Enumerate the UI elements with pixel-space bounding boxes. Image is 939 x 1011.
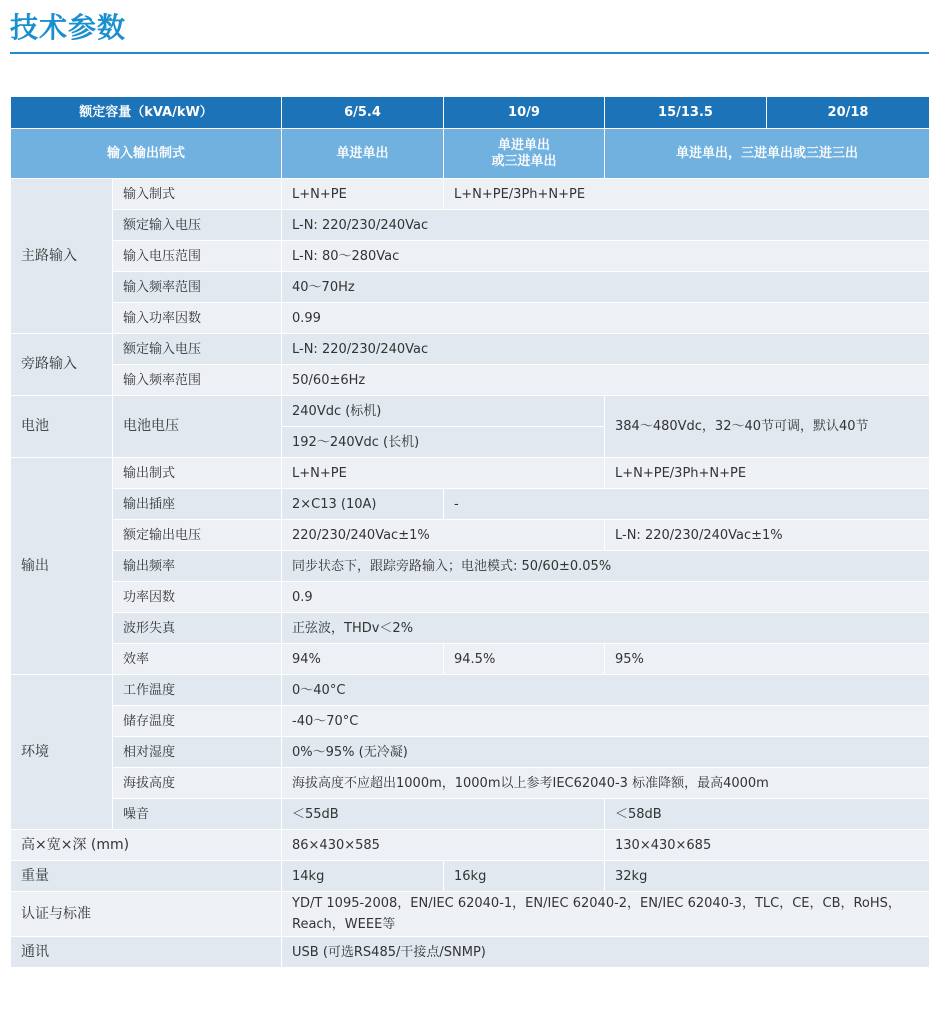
header-row-io — [11, 129, 930, 179]
row-value: L-N: 80～280Vac — [282, 241, 930, 272]
row-value: L-N: 220/230/240Vac — [282, 210, 930, 241]
table-row — [11, 737, 930, 768]
table-row — [11, 458, 930, 489]
row-label: 额定输出电压 — [113, 520, 282, 551]
table-row — [11, 768, 930, 799]
row-value: 32kg — [605, 861, 930, 892]
row-value: 220/230/240Vac±1% — [282, 520, 605, 551]
table-row — [11, 179, 930, 210]
row-value: 192～240Vdc (长机) — [282, 427, 605, 458]
row-value: L-N: 220/230/240Vac±1% — [605, 520, 930, 551]
row-value: L+N+PE — [282, 179, 444, 210]
group-label: 电池 — [11, 396, 113, 458]
model-header: 20/18 — [767, 97, 930, 129]
table-row — [11, 365, 930, 396]
row-label: 波形失真 — [113, 613, 282, 644]
row-value: YD/T 1095-2008，EN/IEC 62040-1，EN/IEC 62040-2，EN/IEC 62040-3，TLC，CE，CB，RoHS，Reach，WEEE等 — [282, 892, 930, 937]
row-label: 储存温度 — [113, 706, 282, 737]
row-label: 工作温度 — [113, 675, 282, 706]
row-value: 0%～95% (无冷凝) — [282, 737, 930, 768]
row-value: 95% — [605, 644, 930, 675]
row-label: 通讯 — [11, 937, 282, 968]
row-label: 输入功率因数 — [113, 303, 282, 334]
row-value: L+N+PE — [282, 458, 605, 489]
row-value: 正弦波，THDv＜2% — [282, 613, 930, 644]
row-value: 16kg — [444, 861, 605, 892]
row-label: 输出频率 — [113, 551, 282, 582]
row-value: 0.9 — [282, 582, 930, 613]
row-value: ＜55dB — [282, 799, 605, 830]
table-row — [11, 396, 930, 427]
row-label: 相对湿度 — [113, 737, 282, 768]
table-row — [11, 861, 930, 892]
row-label: 认证与标准 — [11, 892, 282, 937]
table-row — [11, 644, 930, 675]
table-row — [11, 489, 930, 520]
row-value: ＜58dB — [605, 799, 930, 830]
table-row — [11, 334, 930, 365]
row-label: 额定输入电压 — [113, 210, 282, 241]
row-value: 0.99 — [282, 303, 930, 334]
table-row — [11, 551, 930, 582]
table-row — [11, 303, 930, 334]
model-header: 6/5.4 — [282, 97, 444, 129]
page-title: 技术参数 — [10, 11, 127, 44]
table-row — [11, 241, 930, 272]
row-label: 效率 — [113, 644, 282, 675]
row-value: 50/60±6Hz — [282, 365, 930, 396]
io-value: 单进单出 或三进单出 — [444, 129, 605, 179]
table-row — [11, 892, 930, 937]
table-row — [11, 210, 930, 241]
group-label: 输出 — [11, 458, 113, 675]
row-label: 输入频率范围 — [113, 272, 282, 303]
row-value: L+N+PE/3Ph+N+PE — [444, 179, 930, 210]
model-header: 10/9 — [444, 97, 605, 129]
row-value: 94.5% — [444, 644, 605, 675]
row-value: 240Vdc (标机) — [282, 396, 605, 427]
row-label: 噪音 — [113, 799, 282, 830]
row-label: 输出制式 — [113, 458, 282, 489]
header-row-capacity — [11, 97, 930, 129]
row-value: 同步状态下，跟踪旁路输入；电池模式: 50/60±0.05% — [282, 551, 930, 582]
io-value: 单进单出，三进单出或三进三出 — [605, 129, 930, 179]
row-value: USB (可选RS485/干接点/SNMP) — [282, 937, 930, 968]
capacity-header: 额定容量（kVA/kW） — [11, 97, 282, 129]
io-value: 单进单出 — [282, 129, 444, 179]
row-label: 电池电压 — [113, 396, 282, 458]
table-row — [11, 272, 930, 303]
model-header: 15/13.5 — [605, 97, 767, 129]
group-label: 旁路输入 — [11, 334, 113, 396]
table-row — [11, 799, 930, 830]
row-value: - — [444, 489, 930, 520]
title-divider — [10, 52, 929, 54]
table-row — [11, 675, 930, 706]
table-row — [11, 520, 930, 551]
table-row — [11, 830, 930, 861]
row-value: 0～40°C — [282, 675, 930, 706]
spec-table — [10, 96, 930, 968]
row-value: L+N+PE/3Ph+N+PE — [605, 458, 930, 489]
row-value: 40～70Hz — [282, 272, 930, 303]
row-label: 功率因数 — [113, 582, 282, 613]
row-value: 94% — [282, 644, 444, 675]
io-header: 输入输出制式 — [11, 129, 282, 179]
row-value: 海拔高度不应超出1000m，1000m以上参考IEC62040-3 标准降额，最高4000m — [282, 768, 930, 799]
row-value: -40～70°C — [282, 706, 930, 737]
row-label: 输入频率范围 — [113, 365, 282, 396]
table-row — [11, 937, 930, 968]
row-label: 输入电压范围 — [113, 241, 282, 272]
table-row — [11, 582, 930, 613]
row-label: 海拔高度 — [113, 768, 282, 799]
table-row — [11, 613, 930, 644]
group-label: 主路输入 — [11, 179, 113, 334]
row-value: 86×430×585 — [282, 830, 605, 861]
row-label: 额定输入电压 — [113, 334, 282, 365]
row-label: 高×宽×深 (mm) — [11, 830, 282, 861]
row-value: 130×430×685 — [605, 830, 930, 861]
table-row — [11, 706, 930, 737]
row-value: L-N: 220/230/240Vac — [282, 334, 930, 365]
row-value: 2×C13 (10A) — [282, 489, 444, 520]
row-value: 384～480Vdc，32～40节可调，默认40节 — [605, 396, 930, 458]
row-label: 输出插座 — [113, 489, 282, 520]
row-label: 重量 — [11, 861, 282, 892]
group-label: 环境 — [11, 675, 113, 830]
row-value: 14kg — [282, 861, 444, 892]
row-label: 输入制式 — [113, 179, 282, 210]
